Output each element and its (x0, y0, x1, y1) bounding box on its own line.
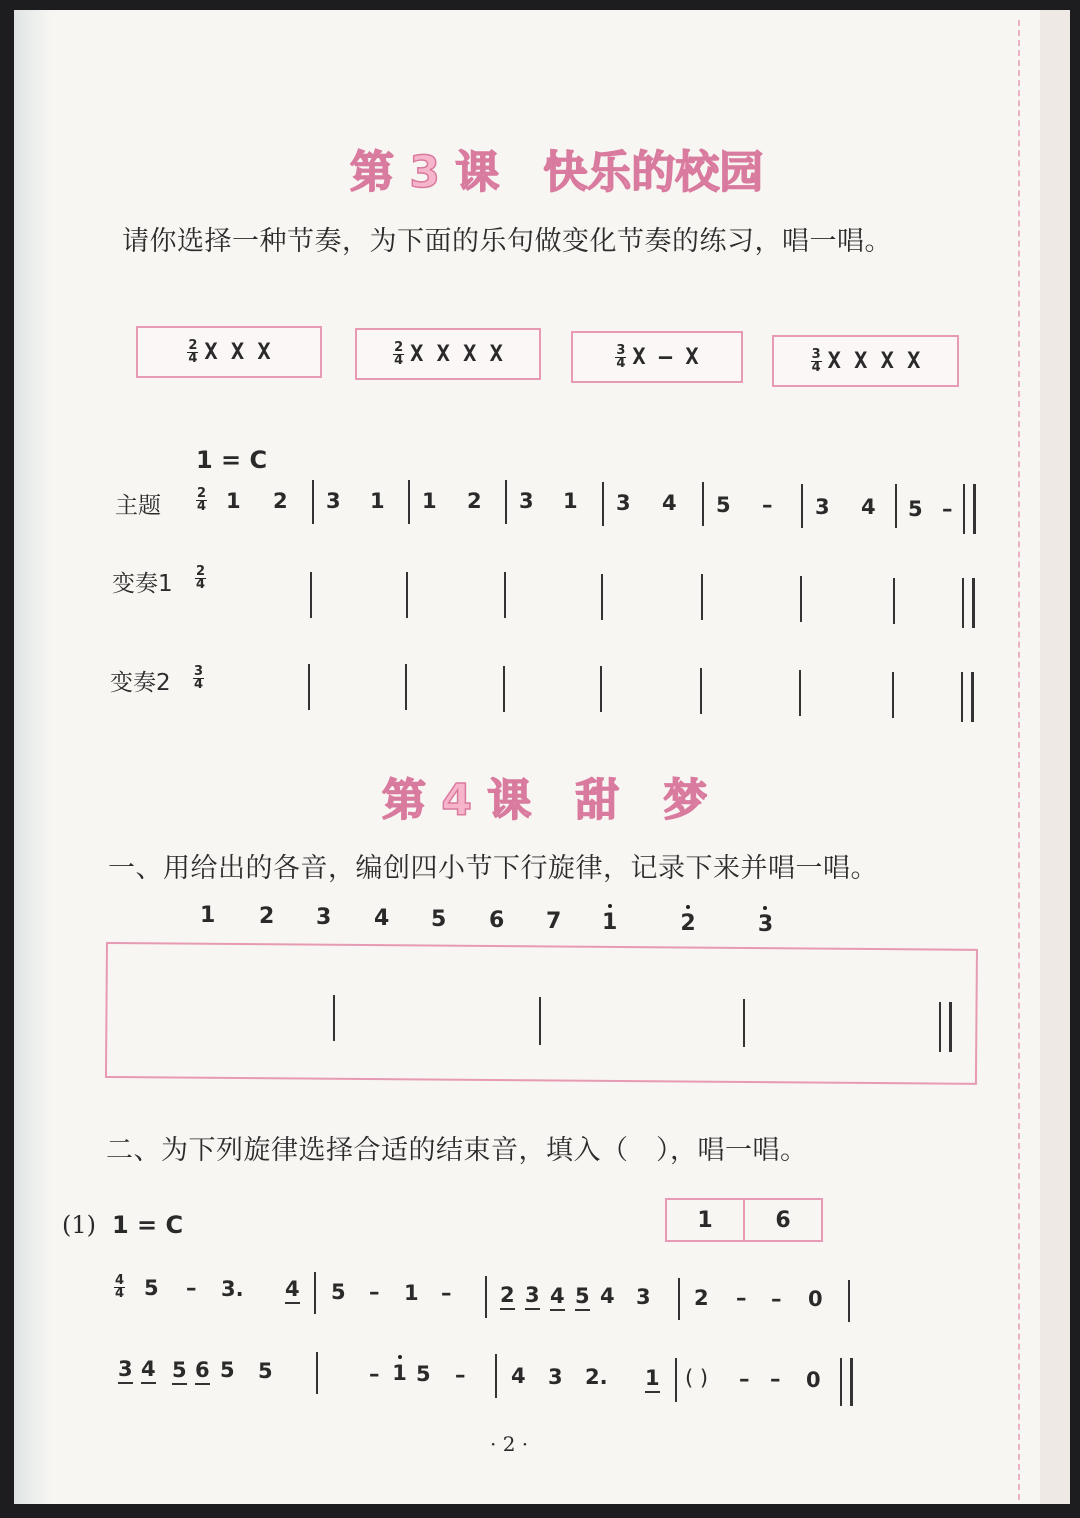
lesson3-instruction: 请你选择一种节奏，为下面的乐句做变化节奏的练习，唱一唱。 (122, 226, 892, 257)
key-signature: 1 = C (196, 446, 268, 474)
theme-note: 2 (467, 489, 482, 513)
rhythm-pattern: X X X X (827, 348, 921, 374)
theme-note: – (762, 493, 773, 517)
barline (408, 480, 410, 524)
barline (333, 995, 335, 1041)
theme-note: 3 (815, 495, 830, 519)
rhythm-pattern: X X X X (410, 341, 503, 367)
pitch-note: 5 (431, 907, 447, 932)
answer-blank[interactable]: ( ) (685, 1366, 709, 1390)
lesson4-title: 第 4 课 甜 梦 (382, 775, 708, 826)
final-barline (962, 578, 975, 628)
final-barline (939, 1002, 952, 1052)
theme-note: 3 (616, 491, 631, 515)
melody-note: 5 (144, 1276, 159, 1300)
variation1-label: 变奏1 (112, 571, 173, 597)
melody-note: 1 (404, 1281, 419, 1305)
barline (601, 574, 603, 620)
melody-note: 3. (221, 1277, 244, 1301)
item-key: 1 = C (112, 1211, 184, 1239)
time-signature: $\frac{2}{4}$ (394, 339, 404, 368)
item-number: (1) (62, 1211, 96, 1239)
melody-note: 5 (331, 1280, 346, 1304)
barline (800, 576, 802, 622)
barline (799, 670, 801, 716)
melody-note: 4 (600, 1284, 615, 1308)
barline (702, 482, 704, 526)
melody-note: 2 (500, 1283, 515, 1310)
melody-note: 5 (258, 1359, 273, 1383)
melody-note: 5 (172, 1358, 187, 1385)
barline (505, 480, 507, 524)
choice-6[interactable]: 6 (775, 1207, 791, 1233)
pitch-note: 4 (374, 906, 390, 931)
barline (700, 668, 702, 714)
theme-note: 1 (563, 489, 578, 513)
barline (314, 1272, 316, 1314)
lesson4-question1: 一、用给出的各音，编创四小节下行旋律，记录下来并唱一唱。 (108, 853, 878, 884)
rhythm-option-3[interactable] (571, 331, 743, 383)
barline (539, 997, 541, 1045)
barline (495, 1354, 497, 1398)
barline (892, 672, 894, 718)
melody-note: 2 (694, 1286, 709, 1310)
composition-box[interactable] (105, 942, 978, 1085)
theme-note: 1 (226, 489, 241, 513)
lesson3-title: 第 3 课 快乐的校园 (350, 147, 764, 198)
barline (310, 572, 312, 618)
variation2-label: 变奏2 (110, 670, 171, 696)
pitch-note-high: 1 (602, 910, 618, 935)
theme-label: 主题 (115, 493, 161, 519)
melody-note: 3 (548, 1365, 563, 1389)
theme-note: – (942, 497, 953, 521)
page-number: · 2 · (490, 1432, 529, 1456)
melody-note: 2. (585, 1365, 608, 1389)
lesson4-question2: 二、为下列旋律选择合适的结束音，填入（ ），唱一唱。 (106, 1135, 808, 1166)
barline (504, 572, 506, 618)
melody-note: 5 (575, 1284, 590, 1311)
barline (405, 664, 407, 710)
rhythm-pattern: X – X (632, 344, 699, 370)
final-barline (961, 672, 974, 722)
time-signature: $\frac{3}{4}$ (811, 346, 821, 375)
pitch-note: 7 (546, 909, 562, 934)
barline (895, 484, 897, 528)
barline (701, 574, 703, 620)
barline (675, 1358, 677, 1402)
melody-note: 5 (416, 1362, 431, 1386)
melody-note: 3 (118, 1357, 133, 1384)
melody-note: 0 (808, 1287, 823, 1311)
pitch-note-high: 3 (757, 912, 774, 937)
melody-note: – (770, 1367, 781, 1391)
pitch-note: 2 (259, 904, 275, 929)
final-barline (963, 484, 976, 534)
melody-note: 4 (550, 1284, 565, 1311)
barline (848, 1280, 850, 1322)
time-signature: $\frac{3}{4}$ (616, 342, 626, 371)
melody-note: – (739, 1367, 750, 1391)
melody-note: – (455, 1363, 466, 1387)
barline (678, 1278, 680, 1320)
rhythm-option-4[interactable] (772, 335, 959, 387)
melody-note: – (186, 1276, 197, 1300)
melody-note: 3 (525, 1283, 540, 1310)
barline (308, 664, 310, 710)
theme-note: 5 (716, 493, 731, 517)
barline (602, 482, 604, 526)
pitch-note: 3 (316, 905, 332, 930)
melody-note: – (736, 1286, 747, 1310)
pitch-note: 6 (489, 908, 505, 933)
theme-note: 3 (519, 489, 534, 513)
time-signature: $\frac{2}{4}$ (188, 337, 198, 366)
barline (312, 480, 314, 524)
theme-note: 2 (273, 489, 288, 513)
melody-note: 4 (141, 1357, 156, 1384)
pitch-note-high: 2 (680, 911, 696, 936)
barline (600, 666, 602, 712)
barline (893, 578, 895, 624)
page-edge (1040, 10, 1070, 1504)
barline (485, 1276, 487, 1318)
theme-note: 1 (370, 489, 385, 513)
melody-note: 0 (806, 1368, 821, 1392)
melody-note-high: 1 (392, 1361, 407, 1385)
theme-note: 1 (422, 489, 437, 513)
barline (801, 484, 803, 528)
barline (316, 1352, 318, 1394)
rhythm-pattern: X X X (204, 339, 271, 365)
theme-time-signature: $\frac{2}{4}$ (197, 486, 207, 514)
melody-note: – (771, 1287, 782, 1311)
melody-note: 3 (636, 1285, 651, 1309)
theme-note: 4 (662, 491, 677, 515)
melody-note: 5 (220, 1358, 235, 1382)
theme-note: 3 (326, 489, 341, 513)
theme-note: 5 (908, 497, 923, 521)
theme-note: 4 (861, 495, 876, 519)
barline (503, 666, 505, 712)
melody-note: – (369, 1280, 380, 1304)
choice-1[interactable]: 1 (667, 1200, 745, 1240)
pitch-note: 1 (200, 903, 216, 928)
melody-note: – (441, 1281, 452, 1305)
variation1-time-signature: $\frac{2}{4}$ (196, 564, 206, 592)
variation2-time-signature: $\frac{3}{4}$ (194, 664, 204, 692)
melody-note: 4 (285, 1277, 300, 1304)
melody-note: 6 (195, 1358, 210, 1385)
final-barline (840, 1358, 853, 1406)
melody-note: – (369, 1362, 380, 1386)
ending-note-choices[interactable] (665, 1198, 823, 1242)
barline (743, 999, 745, 1047)
barline (406, 572, 408, 618)
cut-line (1018, 20, 1020, 1500)
melody-time-signature: $\frac{4}{4}$ (115, 1273, 125, 1301)
rhythm-option-2[interactable] (355, 328, 541, 380)
melody-note: 1 (645, 1366, 660, 1393)
melody-note: 4 (511, 1364, 526, 1388)
rhythm-option-1[interactable] (136, 326, 322, 378)
